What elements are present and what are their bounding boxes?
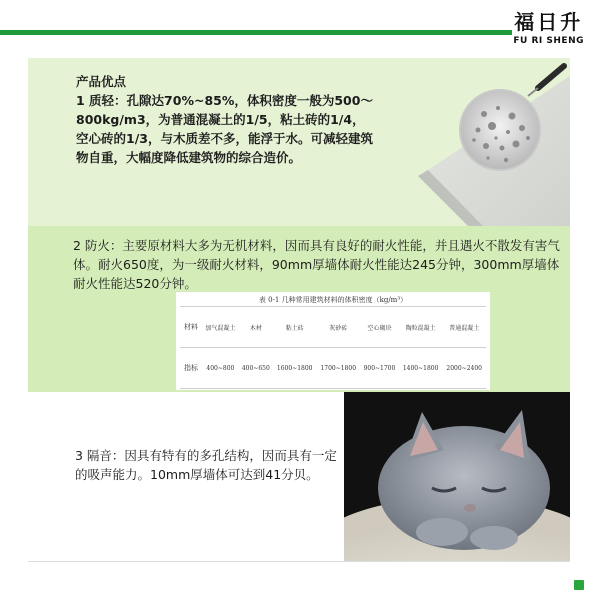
table-row <box>180 348 486 389</box>
fireproof-paragraph: 2 防火：主要原材料大多为无机材料，因而具有良好的耐火性能，并且遇火不散发有害气体。耐火650度，为一级耐火材料，90mm厚墙体耐火性能达245分钟，300mm厚墙体耐火性能达520分钟。 <box>73 238 560 291</box>
table-cell: 1400~1800 <box>399 348 443 389</box>
row-header-material: 材料 <box>180 307 202 348</box>
table-cell: 粘土砖 <box>273 307 317 348</box>
advantages-title: 产品优点 <box>76 74 127 89</box>
table-cell: 400~800 <box>202 348 239 389</box>
table-cell: 1600~1800 <box>273 348 317 389</box>
density-table-caption: 表 0-1 几种常用建筑材料的体积密度（kg/m³） <box>258 296 408 304</box>
corner-logo-icon <box>574 580 584 590</box>
density-table <box>180 306 486 389</box>
table-cell: 900~1700 <box>360 348 399 389</box>
density-table-card <box>176 292 490 390</box>
fireproof-panel <box>28 226 570 392</box>
sleeping-kitten-photo <box>344 392 570 562</box>
soundproof-paragraph: 3 隔音：因具有特有的多孔结构，因而具有一定的吸声能力。10mm厚墙体可达到41分贝。 <box>75 448 337 482</box>
brand-name-cn: 福日升 <box>514 10 584 34</box>
soundproof-panel <box>28 392 344 562</box>
lightweight-paragraph: 1 质轻：孔隙达70%~85%，体积密度一般为500～800kg/m3，为普通混凝土的1/5，粘土砖的1/4，空心砖的1/3，与木质差不多，能浮于水。可减轻建筑物自重，大幅度降低建筑物的综合造价。 <box>76 93 373 165</box>
table-cell: 400~650 <box>239 348 273 389</box>
table-cell: 1700~1800 <box>316 348 360 389</box>
table-cell: 2000~2400 <box>442 348 486 389</box>
table-cell: 普通混凝土 <box>442 307 486 348</box>
row-header-index: 指标 <box>180 348 202 389</box>
table-cell: 木材 <box>239 307 273 348</box>
table-row <box>180 307 486 348</box>
advantages-text <box>76 72 376 167</box>
footer-divider <box>28 561 570 562</box>
header-accent-bar <box>0 30 512 35</box>
table-cell: 空心砌块 <box>360 307 399 348</box>
table-cell: 加气混凝土 <box>202 307 239 348</box>
table-cell: 陶粒混凝土 <box>399 307 443 348</box>
advantages-panel <box>28 58 570 226</box>
table-cell: 灰砂砖 <box>316 307 360 348</box>
aerated-block-illustration <box>388 58 570 226</box>
brand-name-en: FU RI SHENG <box>513 36 584 46</box>
brand-logo <box>513 10 584 46</box>
